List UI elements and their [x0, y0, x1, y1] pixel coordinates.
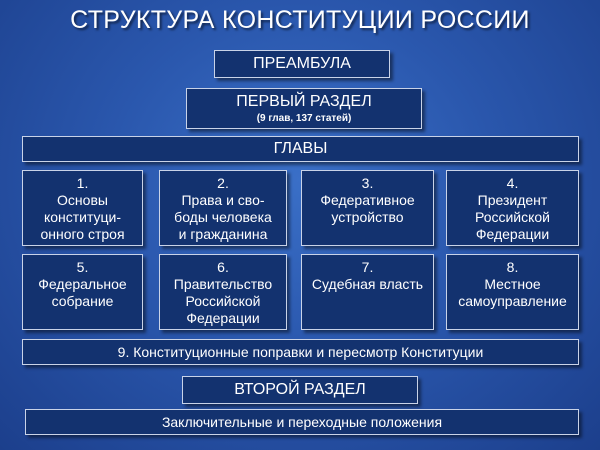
chapter-5-line-2: собрание	[51, 293, 114, 309]
chapter-7-box	[301, 254, 434, 330]
preamble-box	[214, 50, 390, 78]
chapter-6-number: 6.	[217, 259, 229, 275]
final-provisions-label: Заключительные и переходные положения	[161, 414, 443, 430]
chapter-5-box	[22, 254, 143, 330]
chapter-1-line-3: онного строя	[40, 226, 125, 242]
chapter-2-line-2: боды человека	[174, 209, 272, 225]
chapter-8-box	[446, 254, 579, 330]
chapter-2-line-3: и гражданина	[178, 226, 268, 242]
chapter-9-box	[22, 339, 579, 365]
chapter-4-line-1: Президент	[477, 192, 548, 208]
chapter-6-line-3: Федерации	[186, 310, 260, 326]
chapter-3-line-2: устройство	[331, 209, 404, 225]
chapter-8-number: 8.	[506, 259, 519, 275]
chapter-1-line-1: Основы	[57, 192, 108, 208]
chapter-4-box	[446, 170, 579, 246]
chapter-2-line-1: Права и сво-	[181, 192, 265, 208]
chapter-1-line-2: конституци-	[43, 209, 122, 225]
chapter-7-line-1: Судебная власть	[311, 276, 424, 292]
chapter-3-number: 3.	[361, 175, 374, 191]
chapter-6-line-2: Российской	[185, 293, 261, 309]
chapter-3-line-1: Федеративное	[320, 192, 415, 208]
section1-box	[186, 88, 422, 129]
chapter-8-line-1: Местное	[484, 276, 541, 292]
section1-subtitle: (9 глав, 137 статей)	[256, 113, 352, 124]
chapter-4-number: 4.	[506, 175, 519, 191]
final-provisions-box	[25, 409, 579, 435]
chapter-5-line-1: Федеральное	[38, 276, 127, 292]
chapter-6-box	[159, 254, 287, 330]
chapter-4-line-2: Российской	[474, 209, 551, 225]
preamble-label: ПРЕАМБУЛА	[253, 55, 351, 72]
chapter-1-box	[22, 170, 143, 246]
section2-box	[182, 376, 418, 404]
chapter-4-line-3: Федерации	[475, 226, 550, 242]
chapter-1-number: 1.	[76, 175, 89, 191]
chapter-6-line-1: Правительство	[173, 276, 273, 292]
chapter-3-box	[301, 170, 434, 246]
chapter-8-line-2: самоуправление	[458, 293, 567, 309]
chapters-header-label: ГЛАВЫ	[273, 140, 328, 157]
chapter-2-number: 2.	[217, 175, 229, 191]
chapter-9-label: 9. Конституционные поправки и пересмотр Конституции	[117, 344, 484, 360]
chapter-7-number: 7.	[361, 259, 374, 275]
section1-title: ПЕРВЫЙ РАЗДЕЛ	[236, 93, 372, 110]
chapter-5-number: 5.	[76, 259, 89, 275]
section2-title: ВТОРОЙ РАЗДЕЛ	[234, 381, 366, 398]
page-title: СТРУКТУРА КОНСТИТУЦИИ РОССИИ	[70, 6, 530, 34]
chapter-2-box	[159, 170, 287, 246]
chapters-header-box	[22, 136, 579, 162]
